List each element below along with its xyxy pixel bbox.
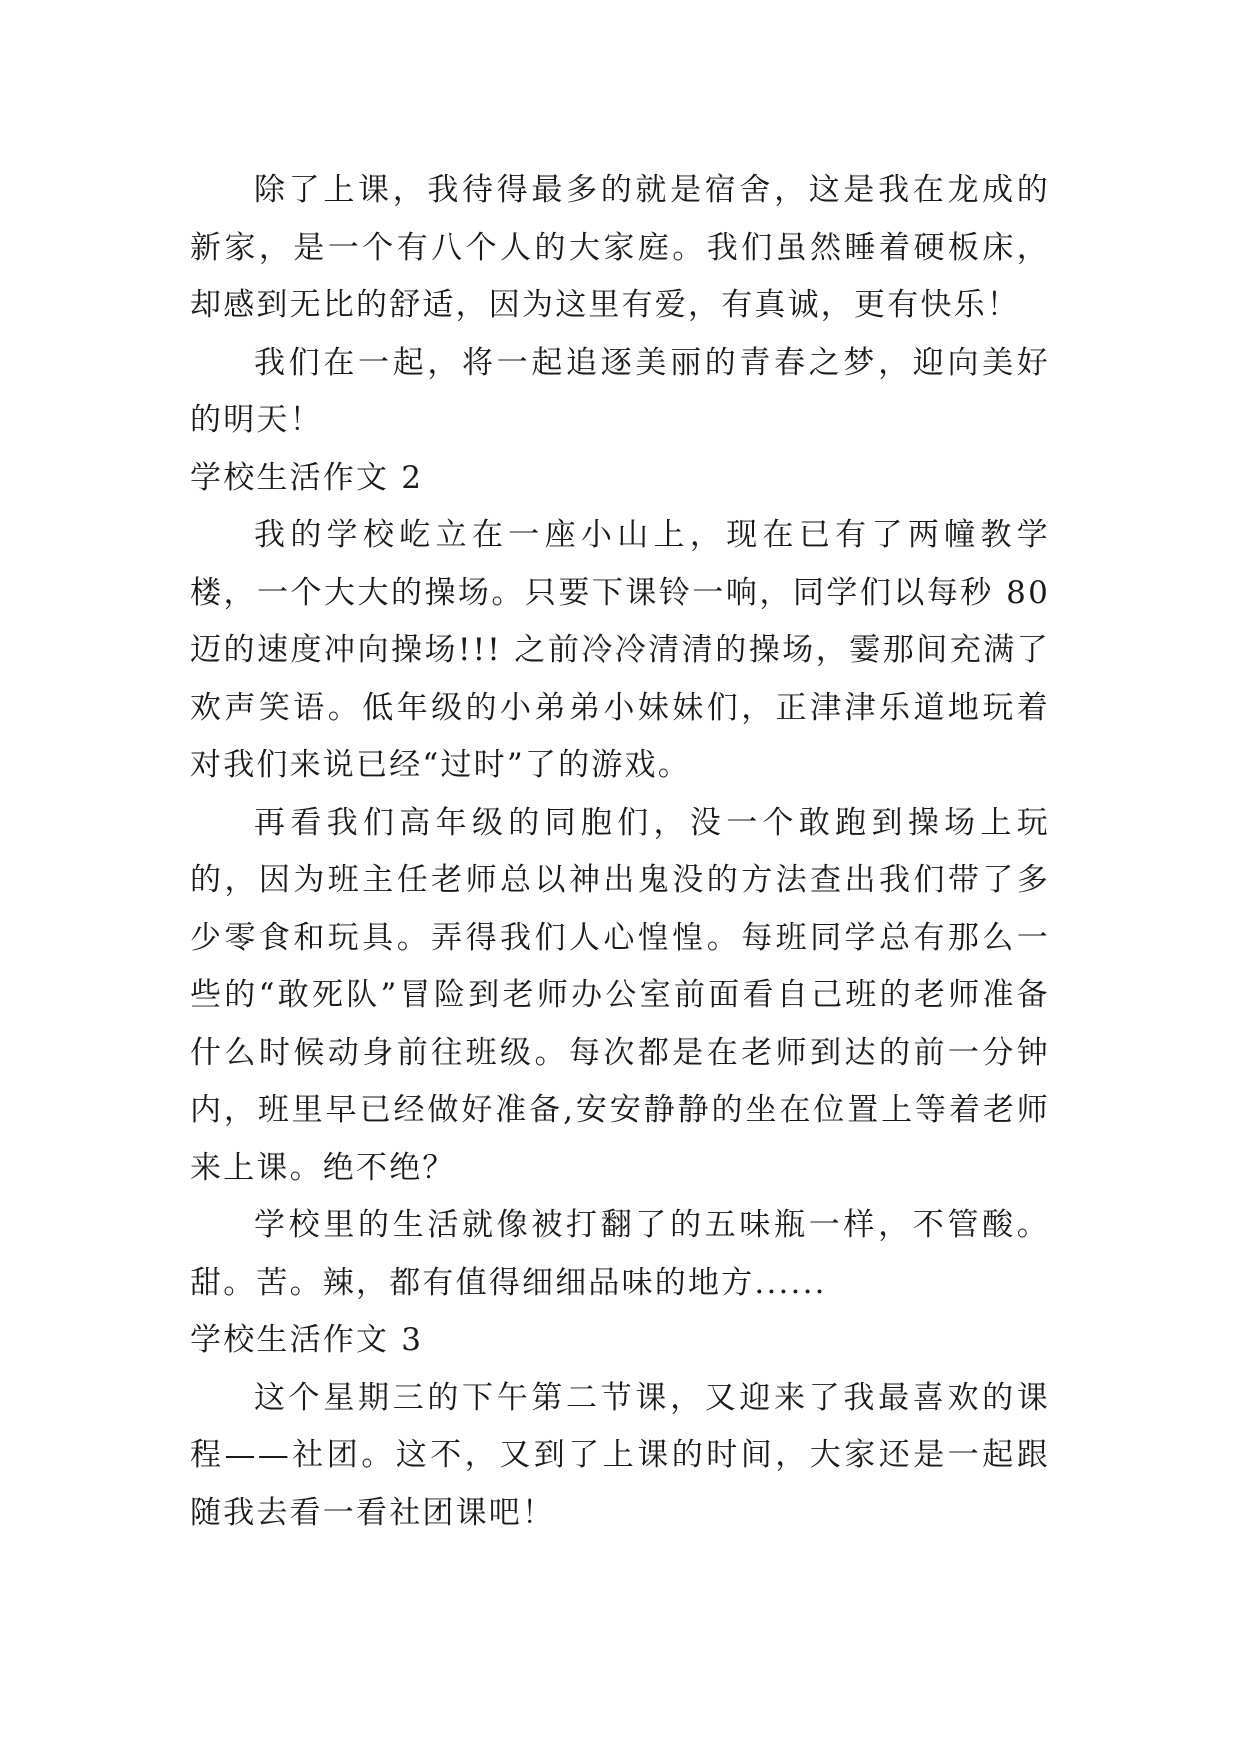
paragraph: 除了上课，我待得最多的就是宿舍，这是我在龙成的新家，是一个有八个人的大家庭。我们虽然睡着硬板床，却感到无比的舒适，因为这里有爱，有真诚，更有快乐！ <box>190 172 1050 323</box>
paragraph: 这个星期三的下午第二节课，又迎来了我最喜欢的课程——社团。这不，又到了上课的时间，大家还是一起跟随我去看一看社团课吧！ <box>190 1379 1050 1531</box>
paragraph: 再看我们高年级的同胞们，没一个敢跑到操场上玩的，因为班主任老师总以神出鬼没的方法查出我们带了多少零食和玩具。弄得我们人心惶惶。每班同学总有那么一些的“敢死队”冒险到老师办公室前面看自己班的老师准备什么时候动身前往班级。每次都是在老师到达的前一分钟内，班里早已经做好准备,安安静静的坐在位置上等着老师来上课。绝不绝？ <box>190 804 1050 1186</box>
paragraph: 学校里的生活就像被打翻了的五味瓶一样，不管酸。甜。苦。辣，都有值得细细品味的地方...... <box>190 1207 1050 1301</box>
section-heading: 学校生活作文 3 <box>190 1322 424 1358</box>
paragraph: 我的学校屹立在一座小山上，现在已有了两幢教学楼，一个大大的操场。只要下课铃一响，同学们以每秒 80 迈的速度冲向操场!!! 之前冷冷清清的操场，霎那间充满了欢声笑语。低年级的小弟弟小妹妹们，正津津乐道地玩着对我们来说已经“过时”了的游戏。 <box>190 517 1050 783</box>
section-heading: 学校生活作文 2 <box>190 459 424 496</box>
paragraph: 我们在一起，将一起追逐美丽的青春之梦，迎向美好的明天！ <box>190 344 1050 438</box>
document-body <box>190 162 1050 1542</box>
